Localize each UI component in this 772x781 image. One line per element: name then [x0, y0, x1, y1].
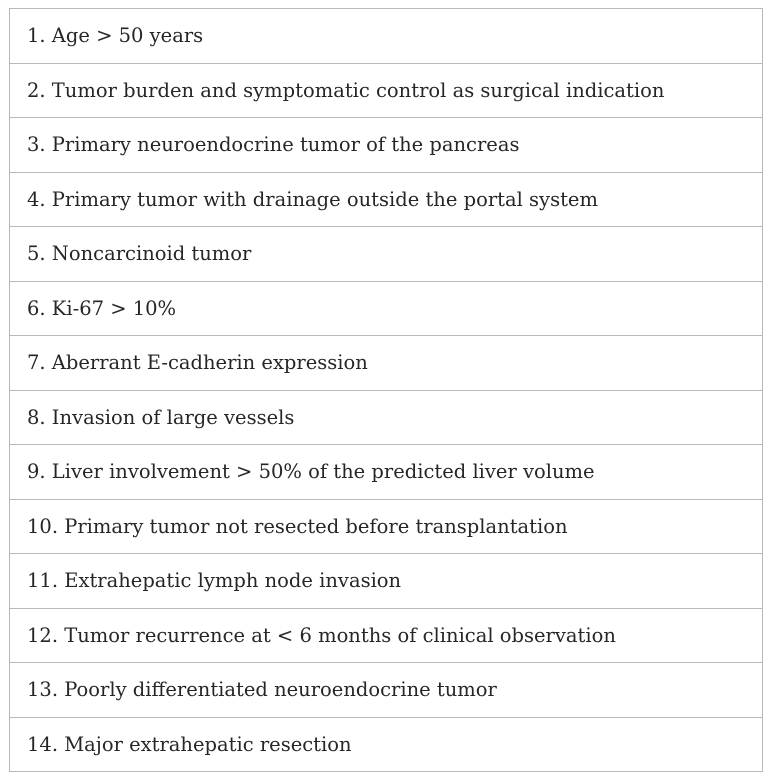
criteria-table-body	[10, 9, 763, 772]
table-row	[10, 390, 763, 445]
table-row	[10, 554, 763, 609]
table-cell: 10. Primary tumor not resected before transplantation	[10, 499, 763, 554]
table-row	[10, 336, 763, 391]
table-cell: 9. Liver involvement > 50% of the predicted liver volume	[10, 445, 763, 500]
table-row	[10, 118, 763, 173]
table-cell: 14. Major extrahepatic resection	[10, 717, 763, 772]
table-row	[10, 663, 763, 718]
table-cell: 13. Poorly differentiated neuroendocrine tumor	[10, 663, 763, 718]
table-cell: 2. Tumor burden and symptomatic control as surgical indication	[10, 63, 763, 118]
table-row	[10, 9, 763, 64]
table-cell: 7. Aberrant E-cadherin expression	[10, 336, 763, 391]
criteria-table	[9, 8, 763, 772]
table-row	[10, 445, 763, 500]
table-row	[10, 172, 763, 227]
table-cell: 4. Primary tumor with drainage outside the portal system	[10, 172, 763, 227]
table-row	[10, 608, 763, 663]
criteria-table-container	[9, 8, 763, 772]
table-cell: 11. Extrahepatic lymph node invasion	[10, 554, 763, 609]
table-cell: 12. Tumor recurrence at < 6 months of clinical observation	[10, 608, 763, 663]
table-row	[10, 499, 763, 554]
table-cell: 1. Age > 50 years	[10, 9, 763, 64]
table-cell: 3. Primary neuroendocrine tumor of the pancreas	[10, 118, 763, 173]
table-cell: 8. Invasion of large vessels	[10, 390, 763, 445]
table-row	[10, 63, 763, 118]
table-cell: 6. Ki-67 > 10%	[10, 281, 763, 336]
table-row	[10, 717, 763, 772]
table-row	[10, 227, 763, 282]
table-row	[10, 281, 763, 336]
table-cell: 5. Noncarcinoid tumor	[10, 227, 763, 282]
